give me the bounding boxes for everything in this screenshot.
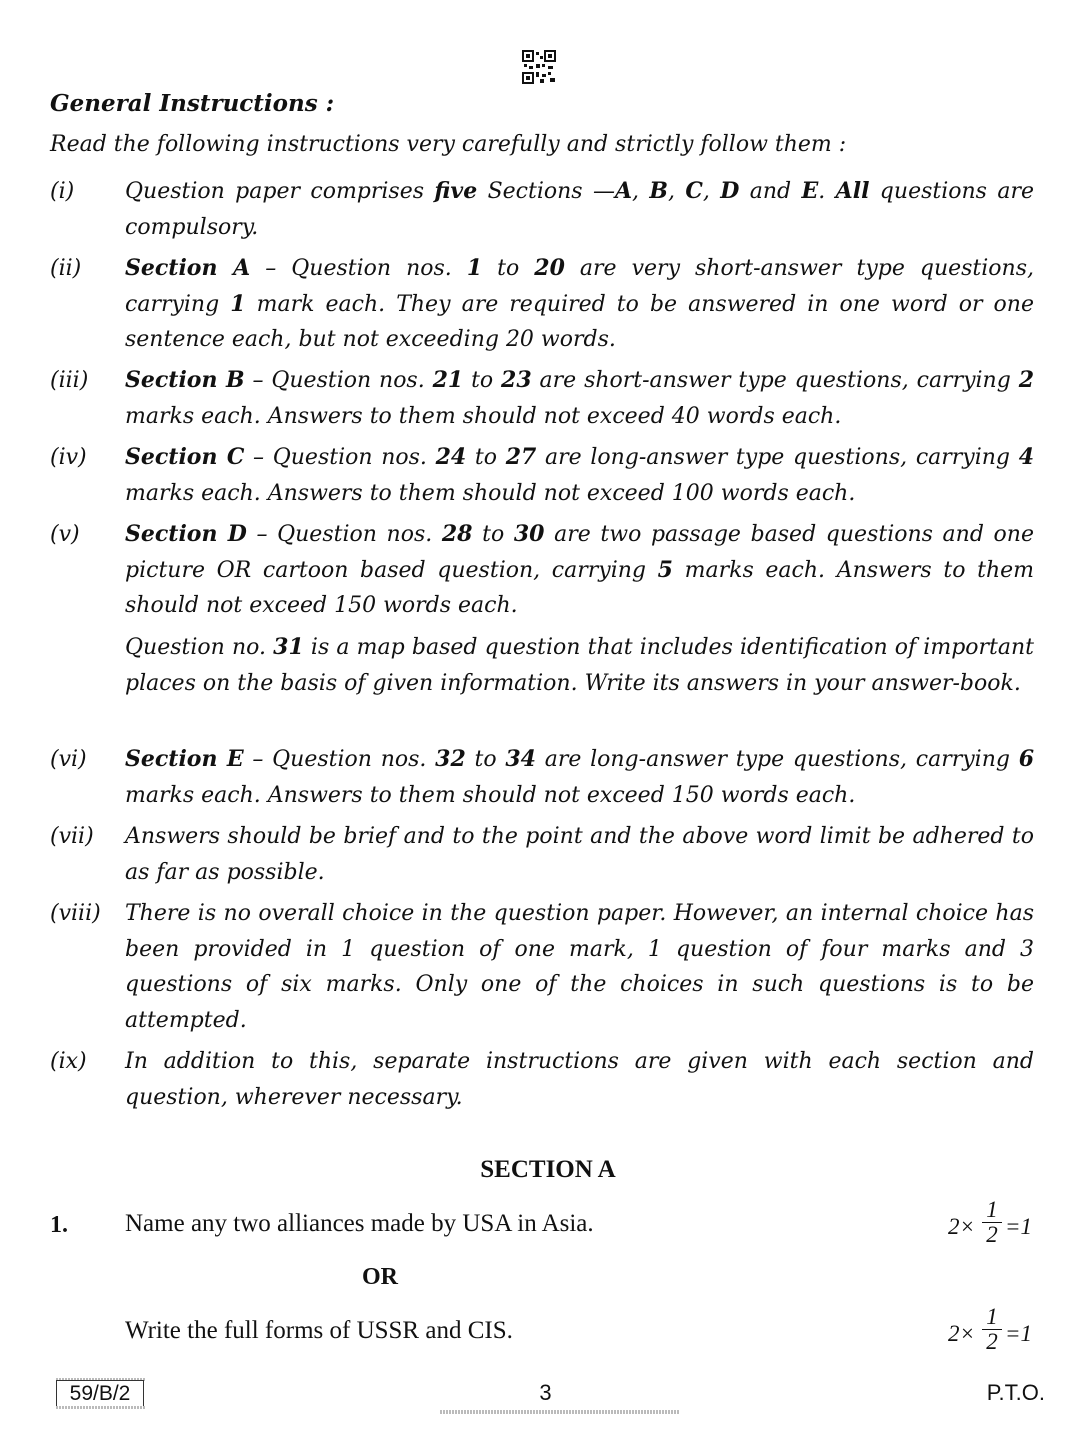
instruction-number: (ii) — [50, 256, 82, 281]
instruction-number: (iii) — [50, 368, 89, 393]
instruction-number: (iv) — [50, 445, 87, 470]
marks-lead: 2× — [948, 1321, 976, 1346]
marks-denominator: 2 — [986, 1222, 998, 1247]
security-microtext — [56, 1406, 146, 1409]
marks-tail: =1 — [1005, 1321, 1033, 1346]
general-instructions-title: General Instructions : — [50, 90, 335, 117]
page-number: 3 — [539, 1380, 552, 1405]
instruction-number: (vi) — [50, 747, 87, 772]
marks-fraction — [982, 1198, 1002, 1247]
marks-fraction — [982, 1305, 1002, 1354]
instruction-text: Answers should be brief and to the point and the above word limit be adhered to as far as possible. — [125, 824, 1034, 885]
instruction-text: Section D – Question nos. 28 to 30 are two passage based questions and one picture OR cartoon based question, carrying 5 marks each. Answers to them should not exceed 150 words each. — [125, 521, 1035, 618]
instruction-text: Section B – Question nos. 21 to 23 are short-answer type questions, carrying 2 marks each. Answers to them should not exceed 40 words each. — [125, 367, 1034, 429]
qr-code-icon — [522, 50, 556, 84]
alternative-question-text: Write the full forms of USSR and CIS. — [125, 1317, 513, 1344]
question-marks — [948, 1198, 1038, 1258]
instruction-number: (ix) — [50, 1049, 87, 1074]
marks-numerator: 1 — [982, 1198, 1002, 1223]
instruction-text: There is no overall choice in the question paper. However, an internal choice has been provided in 1 question of one mark, 1 question of four marks and 3 questions of six marks. Only one of the choices in such questions is to be attempted. — [125, 901, 1034, 1033]
question-number: 1. — [50, 1212, 68, 1238]
marks-denominator: 2 — [986, 1329, 998, 1354]
alternative-question-marks — [948, 1305, 1038, 1365]
instruction-number: (vii) — [50, 824, 94, 849]
instruction-text: Section E – Question nos. 32 to 34 are long-answer type questions, carrying 6 marks each. Answers to them should not exceed 150 words each. — [125, 746, 1034, 808]
pto-label: P.T.O. — [986, 1380, 1045, 1405]
instruction-number: (v) — [50, 522, 80, 547]
instruction-text: Question no. 31 is a map based question that includes identification of important places on the basis of given information. Write its answers in your answer-book. — [125, 634, 1035, 696]
question-text: Name any two alliances made by USA in Asia. — [125, 1210, 594, 1237]
paper-code: 59/B/2 — [56, 1380, 144, 1408]
instruction-number: (i) — [50, 179, 75, 204]
marks-numerator: 1 — [982, 1305, 1002, 1330]
instruction-number: (viii) — [50, 901, 101, 926]
instruction-text: Section C – Question nos. 24 to 27 are long-answer type questions, carrying 4 marks each. Answers to them should not exceed 100 words each. — [125, 444, 1035, 506]
security-microtext — [440, 1410, 680, 1414]
section-heading: SECTION A — [480, 1156, 616, 1183]
marks-tail: =1 — [1005, 1214, 1033, 1239]
general-instructions-intro: Read the following instructions very carefully and strictly follow them : — [50, 132, 847, 157]
marks-lead: 2× — [948, 1214, 976, 1239]
or-label: OR — [362, 1264, 398, 1290]
instruction-text: Section A – Question nos. 1 to 20 are very short-answer type questions, carrying 1 mark each. They are required to be answered in one word or one sentence each, but not exceeding 20 words. — [125, 255, 1034, 352]
instruction-text: In addition to this, separate instructions are given with each section and question, wherever necessary. — [125, 1049, 1034, 1110]
instruction-text: Question paper comprises five Sections —A, B, C, D and E. All questions are compulsory. — [125, 178, 1034, 240]
